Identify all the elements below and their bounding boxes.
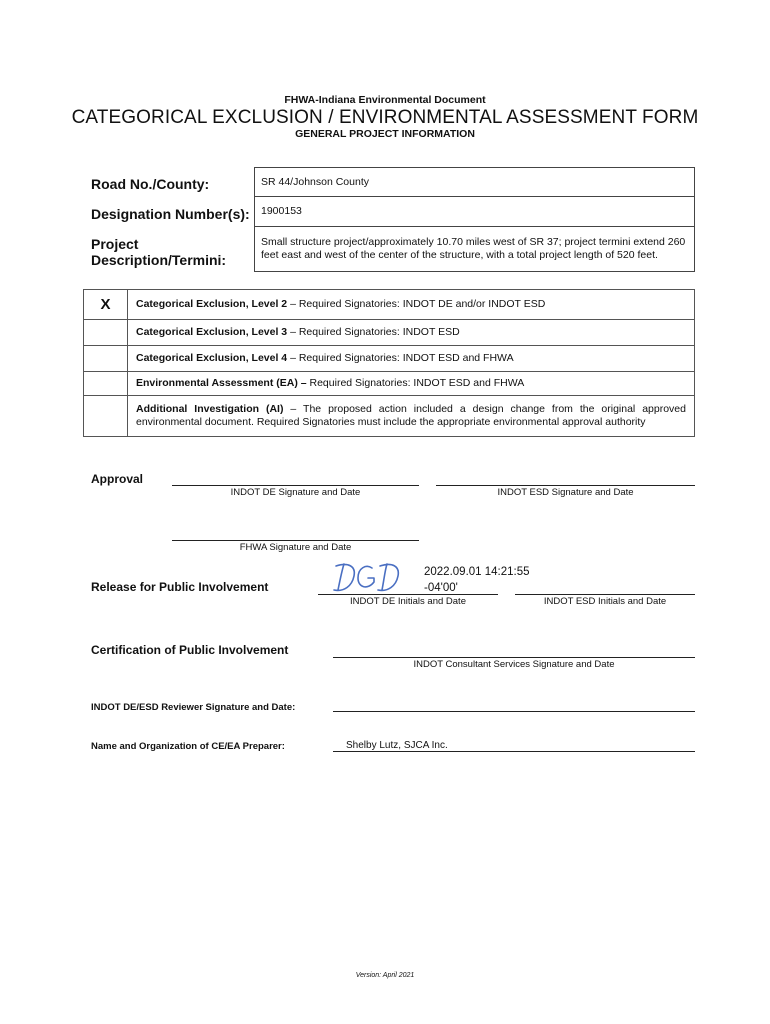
version-footer: Version: April 2021 [355,972,415,979]
description-label-line2: Description/Termini: [91,252,227,268]
reviewer-signature-line[interactable] [333,711,695,712]
category-row-ea[interactable] [84,372,694,396]
designation-field[interactable]: 1900153 [254,196,695,227]
category-checkbox[interactable] [84,346,128,371]
preparer-value[interactable]: Shelby Lutz, SJCA Inc. [346,740,448,751]
category-checkbox[interactable] [84,372,128,395]
de-initials-signature [330,560,402,596]
form-title: CATEGORICAL EXCLUSION / ENVIRONMENTAL ASSESSMENT FORM [71,107,699,128]
category-title: Additional Investigation (AI) [136,403,284,415]
category-title: Categorical Exclusion, Level 4 [136,352,288,364]
category-row-ai[interactable] [84,396,694,436]
designation-label: Designation Number(s): [91,206,250,222]
de-initials-line[interactable] [318,594,498,595]
esd-signature-caption: INDOT ESD Signature and Date [497,487,634,498]
consultant-signature-caption: INDOT Consultant Services Signature and Date [413,659,615,670]
consultant-signature-line[interactable] [333,657,695,658]
reviewer-label: INDOT DE/ESD Reviewer Signature and Date: [91,702,296,713]
fhwa-signature-line[interactable] [172,540,419,541]
form-subtitle: GENERAL PROJECT INFORMATION [295,128,475,140]
category-table [83,289,695,437]
de-signature-line[interactable] [172,485,419,486]
preparer-label: Name and Organization of CE/EA Preparer: [91,741,285,752]
category-detail: – Required Signatories: INDOT ESD and FHWA [287,352,514,364]
release-timestamp-date: 2022.09.01 14:21:55 [424,566,530,578]
category-checkbox[interactable] [84,320,128,345]
esd-signature-line[interactable] [436,485,695,486]
category-title: Categorical Exclusion, Level 3 [136,326,288,338]
road-label: Road No./County: [91,176,210,192]
fhwa-signature-caption: FHWA Signature and Date [239,542,352,553]
description-label-line1: Project [91,236,139,252]
category-checkbox[interactable]: X [84,290,128,319]
de-initials-caption: INDOT DE Initials and Date [350,596,466,607]
category-row-ce2[interactable] [84,290,694,320]
category-row-ce4[interactable] [84,346,694,372]
certification-label: Certification of Public Involvement [91,643,289,657]
category-checkbox[interactable] [84,396,128,436]
category-title: Environmental Assessment (EA) – [136,377,307,389]
category-detail: – Required Signatories: INDOT ESD [287,326,460,338]
road-field[interactable]: SR 44/Johnson County [254,167,695,197]
approval-label: Approval [91,472,144,486]
release-timestamp [424,564,530,596]
preparer-line [333,751,695,752]
agency-heading: FHWA-Indiana Environmental Document [284,94,486,106]
de-signature-caption: INDOT DE Signature and Date [230,487,361,498]
esd-initials-line[interactable] [515,594,695,595]
category-detail: – The proposed action included a design change from the original approved environmental document. Required Signatories must include the appropriate environmental approval authority [136,403,686,428]
release-label: Release for Public Involvement [91,580,269,594]
category-detail: Required Signatories: INDOT ESD and FHWA [306,377,525,389]
release-timestamp-offset: -04'00' [424,582,458,594]
category-detail: – Required Signatories: INDOT DE and/or INDOT ESD [287,298,546,310]
category-row-ce3[interactable] [84,320,694,346]
category-title: Categorical Exclusion, Level 2 [136,298,288,310]
description-field[interactable]: Small structure project/approximately 10.70 miles west of SR 37; project termini extend 260 feet east and west of the center of the structure, with a total project length of 520 feet. [254,226,695,272]
esd-initials-caption: INDOT ESD Initials and Date [543,596,667,607]
